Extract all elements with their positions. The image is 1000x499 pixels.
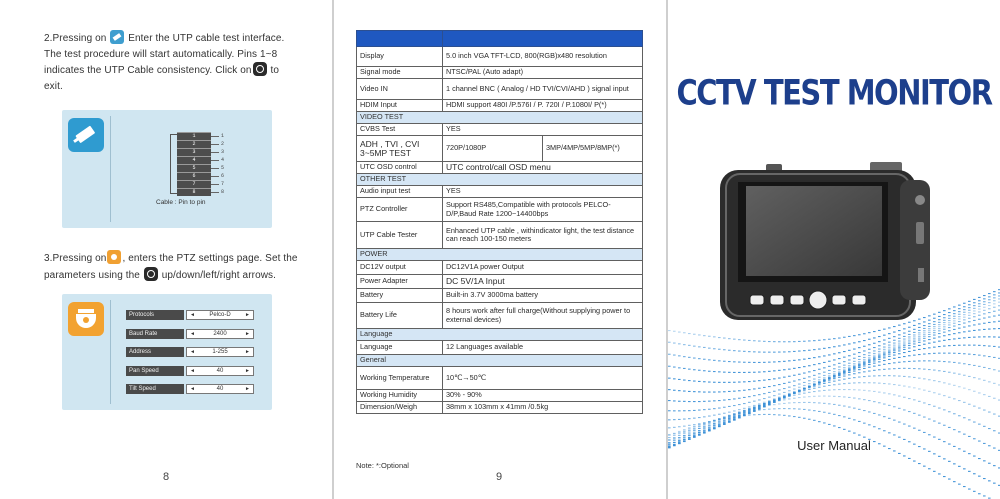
pin-row: 6 (177, 172, 211, 180)
spec-label: Battery (357, 289, 443, 303)
spec-row (357, 136, 643, 162)
spec-section-row (357, 174, 643, 186)
spec-value: Built-in 3.7V 3000ma battery (443, 289, 643, 303)
right-arrow-icon: ► (245, 312, 250, 318)
ptz-setting-row (126, 384, 254, 394)
spec-row (357, 222, 643, 249)
spec-value: 5.0 inch VGA TFT-LCD, 800(RGB)x480 resolution (443, 47, 643, 67)
pin-output-label: 4 (221, 157, 225, 163)
pin-connector-line (211, 136, 219, 137)
pin-row: 2 (177, 140, 211, 148)
ptz-controller-icon (107, 250, 121, 264)
spec-row (357, 402, 643, 414)
pin-row: 4 (177, 156, 211, 164)
left-arrow-icon: ◄ (190, 367, 195, 374)
ptz-setting-row (126, 310, 254, 320)
spec-table-header (357, 31, 643, 47)
spec-value: 12 Languages available (443, 341, 643, 355)
ptz-setting-value: ◄ 40 ► (186, 384, 254, 394)
spec-value: HDMI support 480I /P.576I / P. 720I / P.1080I/ P(*) (443, 100, 643, 112)
spec-row (357, 303, 643, 329)
device-side-panel (900, 180, 930, 300)
exit-button-icon (253, 62, 267, 76)
ptz-setting-value: ◄ 1-255 ► (186, 347, 254, 357)
spec-label: Working Temperature (357, 367, 443, 390)
spec-value: UTC control/call OSD menu (443, 162, 643, 174)
ptz-setting-label: Baud Rate (126, 329, 184, 339)
spec-value: 10℃→50℃ (443, 367, 643, 390)
pin-connector-line (211, 168, 219, 169)
wave-line (668, 414, 991, 499)
spec-row (357, 67, 643, 79)
spec-row (357, 390, 643, 402)
section-title: VIDEO TEST (357, 112, 643, 124)
spec-value: 3MP/4MP/5MP/8MP(*) (543, 136, 643, 162)
spec-label: Video IN (357, 79, 443, 100)
section-title: General (357, 355, 643, 367)
pin-row: 1 (177, 132, 211, 140)
spec-row (357, 79, 643, 100)
ptz-setting-label: Address (126, 347, 184, 357)
pin-row: 8 (177, 188, 211, 196)
spec-section-row (357, 249, 643, 261)
spec-label: ADH , TVI , CVI 3~5MP TEST (357, 136, 443, 162)
wave-line (668, 336, 1000, 435)
optional-note: Note: *:Optional (356, 461, 409, 470)
ptz-setting-row (126, 366, 254, 376)
left-arrow-icon: ◄ (190, 330, 195, 337)
pin-output-label: 7 (221, 181, 225, 187)
spec-label: Battery Life (357, 303, 443, 329)
spec-value: 30% - 90% (443, 390, 643, 402)
page-number: 9 (496, 471, 503, 483)
spec-label: Display (357, 47, 443, 67)
arrow-keys-icon (144, 267, 158, 281)
pin-output-label: 2 (221, 141, 225, 147)
spec-value: Enhanced UTP cable , withindicator light, the test distance can reach 100-150 meters (443, 222, 643, 249)
specification-table (356, 30, 643, 414)
manual-page-9 (334, 0, 666, 499)
spec-label: CVBS Test (357, 124, 443, 136)
step-3-line-2: parameters using the up/down/left/right arrows. (44, 267, 314, 284)
step-2-line-2: The test procedure will start automatically. Pins 1~8 (44, 48, 278, 60)
spec-value: DC 5V/1A Input (443, 275, 643, 289)
spec-value: YES (443, 124, 643, 136)
spec-value: Support RS485,Compatible with protocols PELCO-D/P,Baud Rate 1200~14400bps (443, 198, 643, 222)
spec-row (357, 124, 643, 136)
spec-row (357, 275, 643, 289)
right-arrow-icon: ► (245, 330, 250, 337)
screen-divider (110, 116, 111, 222)
pin-output-label: 6 (221, 173, 225, 179)
spec-row (357, 162, 643, 174)
step-2-instructions (44, 30, 314, 94)
spec-label: PTZ Controller (357, 198, 443, 222)
pin-connector-line (211, 184, 219, 185)
pin-output-label: 1 (221, 133, 225, 139)
manual-page-8 (0, 0, 332, 499)
wave-line (668, 353, 1000, 445)
spec-section-row (357, 112, 643, 124)
spec-value: 38mm x 103mm x 41mm /0.5kg (443, 402, 643, 414)
right-arrow-icon: ► (245, 367, 250, 374)
ptz-setting-label: Protocols (126, 310, 184, 320)
spec-value: 8 hours work after full charge(Without supplying power to external devices) (443, 303, 643, 329)
spec-row (357, 100, 643, 112)
header-cell (443, 31, 643, 47)
right-arrow-icon: ► (245, 386, 250, 392)
spec-section-row (357, 329, 643, 341)
spec-label: UTC OSD control (357, 162, 443, 174)
spec-label: Language (357, 341, 443, 355)
test-monitor-device-illustration (720, 160, 942, 330)
ptz-settings-screen-illustration (62, 294, 272, 410)
ptz-camera-icon (68, 302, 104, 336)
cover-subtitle: User Manual (797, 438, 871, 453)
utp-test-screen-illustration (62, 110, 272, 228)
pin-connector-line (211, 192, 219, 193)
utp-tester-icon (110, 30, 124, 44)
spec-row (357, 341, 643, 355)
wave-line (668, 321, 1000, 421)
spec-value: YES (443, 186, 643, 198)
section-title: POWER (357, 249, 643, 261)
header-cell (357, 31, 443, 47)
ptz-setting-row (126, 329, 254, 339)
spec-label: Working Humidity (357, 390, 443, 402)
spec-label: Power Adapter (357, 275, 443, 289)
spec-label: DC12V output (357, 261, 443, 275)
section-title: Language (357, 329, 643, 341)
spec-value: DC12V1A power Output (443, 261, 643, 275)
cable-caption: Cable : Pin to pin (156, 199, 206, 206)
spec-value: NTSC/PAL (Auto adapt) (443, 67, 643, 79)
spec-section-row (357, 355, 643, 367)
spec-label: Audio input test (357, 186, 443, 198)
pin-output-label: 5 (221, 165, 225, 171)
spec-label: HDIM Input (357, 100, 443, 112)
spec-row (357, 261, 643, 275)
pin-row: 7 (177, 180, 211, 188)
page-number: 8 (163, 471, 170, 483)
cable-bracket (170, 134, 177, 194)
spec-row (357, 186, 643, 198)
ptz-setting-row (126, 347, 254, 357)
spec-row (357, 198, 643, 222)
step-3-line-1: 3.Pressing on , enters the PTZ settings page. Set the (44, 250, 314, 267)
left-arrow-icon: ◄ (190, 349, 195, 355)
pin-output-label: 3 (221, 149, 225, 155)
step-2-line-4: exit. (44, 80, 63, 92)
pin-connector-line (211, 152, 219, 153)
ptz-setting-label: Pan Speed (126, 366, 184, 376)
screen-divider (110, 300, 111, 404)
left-arrow-icon: ◄ (190, 386, 195, 392)
spec-value: 720P/1080P (443, 136, 543, 162)
ptz-setting-value: ◄ 2400 ► (186, 329, 254, 339)
utp-cable-icon (68, 118, 104, 152)
pin-connector-line (211, 160, 219, 161)
pin-row: 3 (177, 148, 211, 156)
pin-row: 5 (177, 164, 211, 172)
ptz-setting-value: ◄ 40 ► (186, 366, 254, 376)
right-arrow-icon: ► (245, 349, 250, 355)
spec-label: Signal mode (357, 67, 443, 79)
ptz-setting-value: ◄ Pelco-D ► (186, 310, 254, 320)
ptz-setting-label: Tilt Speed (126, 384, 184, 394)
manual-cover (668, 0, 1000, 499)
step-3-instructions (44, 250, 314, 283)
pin-connector-line (211, 144, 219, 145)
left-arrow-icon: ◄ (190, 312, 195, 318)
spec-row (357, 367, 643, 390)
spec-value: 1 channel BNC ( Analog / HD TVI/CVI/AHD ) signal input (443, 79, 643, 100)
spec-row (357, 289, 643, 303)
pin-output-label: 8 (221, 189, 225, 195)
section-title: OTHER TEST (357, 174, 643, 186)
pin-table (177, 132, 211, 196)
step-2-line-3: indicates the UTP Cable consistency. Click on to (44, 62, 314, 79)
cover-title: CCTV TEST MONITOR (676, 72, 992, 113)
spec-row (357, 47, 643, 67)
step-2-line-1: 2.Pressing on Enter the UTP cable test interface. (44, 30, 314, 47)
spec-label: UTP Cable Tester (357, 222, 443, 249)
pin-connector-line (211, 176, 219, 177)
wave-line (668, 368, 1000, 448)
spec-label: Dimension/Weigh (357, 402, 443, 414)
